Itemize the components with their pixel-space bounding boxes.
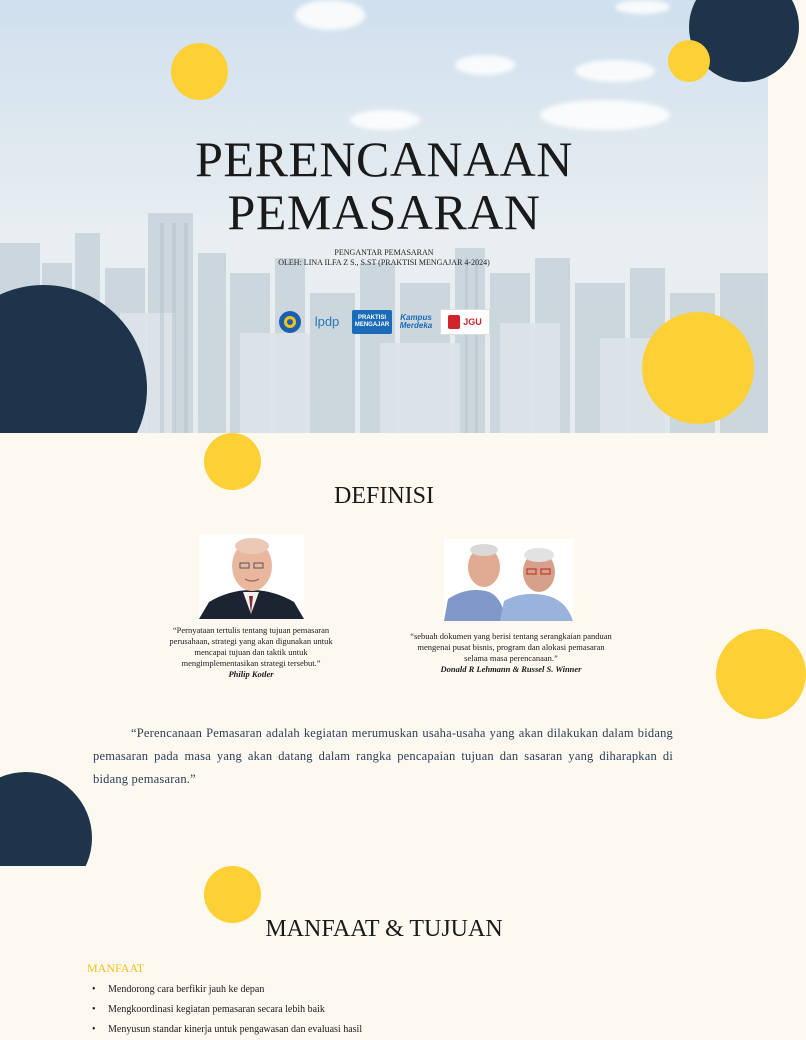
- jgu-logo: [440, 309, 490, 335]
- list-item: • Menyusun standar kinerja untuk pengawasan dan evaluasi hasil: [92, 1020, 362, 1040]
- cloud-decoration: [295, 0, 365, 30]
- decorative-yellow-circle: [668, 40, 710, 82]
- kotler-quote-author: Philip Kotler: [228, 669, 274, 679]
- cloud-decoration: [540, 100, 670, 130]
- subheading-manfaat: MANFAAT: [87, 961, 145, 975]
- lehmann-winner-photo: [444, 539, 573, 621]
- list-item: • Mendorong cara berfikir jauh ke depan: [92, 980, 362, 1000]
- definition-slide: [0, 433, 768, 866]
- praktisi-mengajar-logo: PRAKTISI MENGAJAR: [352, 310, 392, 334]
- lehmann-winner-quote-text: “sebuah dokumen yang berisi tentang serangkaian panduan mengenai pusat bisnis, program dan alokasi pemasaran selama masa perencanaan.”: [410, 631, 612, 663]
- sponsor-logos: [278, 308, 490, 335]
- slide-title-line2: PEMASARAN: [227, 184, 541, 240]
- decorative-yellow-circle: [204, 433, 261, 490]
- decorative-yellow-circle: [204, 866, 261, 923]
- section-heading: DEFINISI: [334, 483, 434, 509]
- lehmann-winner-quote: [405, 631, 617, 675]
- section-heading: MANFAAT & TUJUAN: [265, 916, 503, 942]
- philip-kotler-photo: [199, 534, 304, 619]
- kotler-quote-text: “Pernyataan tertulis tentang tujuan pemasaran perusahaan, strategi yang akan digunakan untuk mencapai tujuan dan taktik untuk mengimplementasikan strategi tersebut.”: [169, 625, 333, 668]
- cloud-decoration: [350, 110, 420, 130]
- decorative-yellow-circle: [642, 312, 754, 424]
- kotler-quote: [156, 625, 346, 680]
- kampus-merdeka-logo: Kampus Merdeka: [399, 312, 433, 330]
- definition-paragraph: “Perencanaan Pemasaran adalah kegiatan merumuskan usaha-usaha yang akan dilakukan dalam bidang pemasaran pada masa yang akan datang dalam rangka pencapaian tujuan dan sasaran yang diharapkan di bidang pemasaran.”: [93, 726, 673, 786]
- benefits-slide: [0, 866, 768, 1035]
- jgu-emblem-icon: [448, 315, 460, 329]
- jgu-logo-text: JGU: [463, 316, 482, 327]
- decorative-yellow-circle: [716, 629, 806, 719]
- lehmann-winner-quote-author: Donald R Lehmann & Russel S. Winner: [440, 664, 582, 674]
- slide-subtitle: PENGANTAR PEMASARAN: [334, 248, 434, 257]
- cloud-decoration: [615, 0, 670, 14]
- kemdikbud-logo-icon: [278, 310, 302, 334]
- lpdp-logo: lpdp: [314, 314, 340, 329]
- author-line: OLEH: LINA ILFA Z S., S.ST (PRAKTISI MENGAJAR 4-2024): [278, 258, 490, 267]
- benefits-list: [92, 980, 362, 1040]
- decorative-yellow-circle: [171, 43, 228, 100]
- slide-title-line1: PERENCANAAN: [195, 131, 573, 187]
- list-item: • Mengkoordinasi kegiatan pemasaran secara lebih baik: [92, 1000, 362, 1020]
- cloud-decoration: [575, 60, 655, 82]
- title-slide: [0, 0, 768, 433]
- cloud-decoration: [455, 55, 515, 75]
